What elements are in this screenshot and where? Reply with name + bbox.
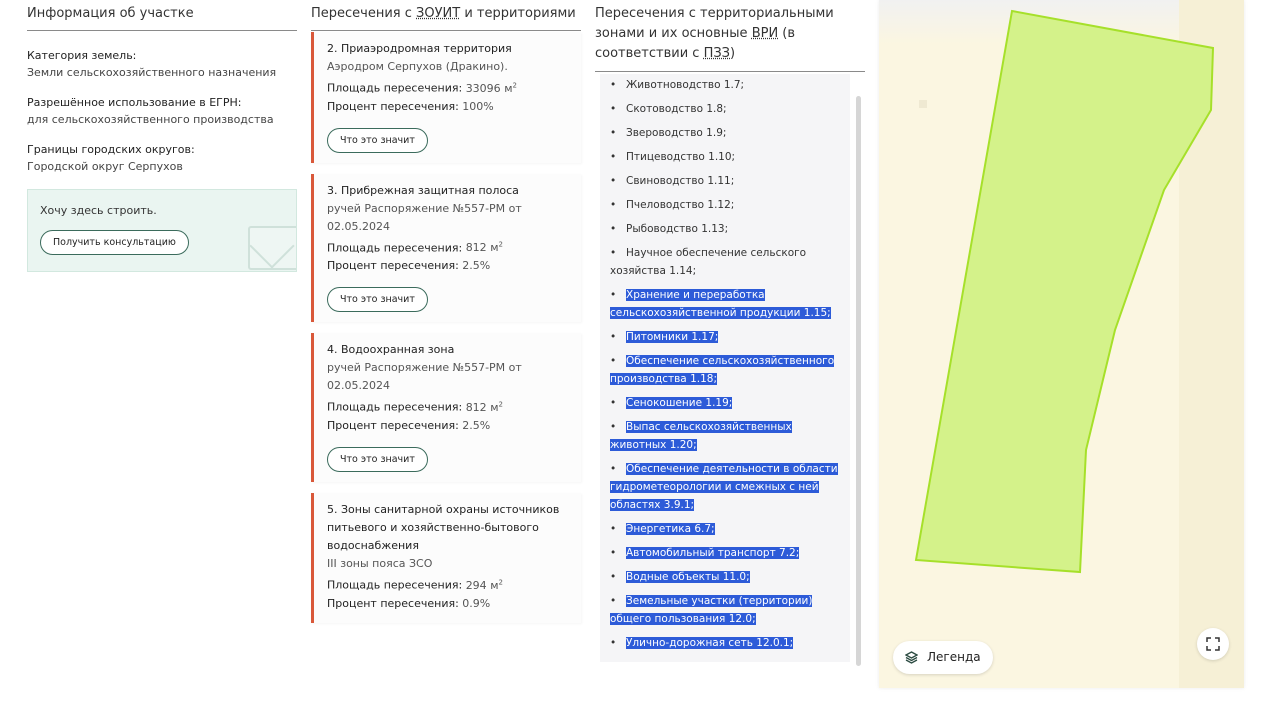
pzz-abbr[interactable]: ПЗЗ	[703, 46, 731, 61]
bullet: •	[610, 523, 617, 535]
area-unit: м	[490, 578, 499, 592]
percent-value: 100%	[462, 99, 494, 113]
legend-button[interactable]	[893, 641, 993, 674]
vri-item-text: Обеспечение деятельности в области гидрометеорологии и смежных с ней областях 3.9.1;	[610, 463, 838, 511]
vri-item-text: Земельные участки (территории) общего пользования 12.0;	[610, 595, 813, 625]
vri-list-item	[610, 286, 844, 322]
area-label: Площадь пересечения:	[327, 578, 463, 592]
fullscreen-button[interactable]	[1197, 628, 1229, 660]
area-label: Площадь пересечения:	[327, 241, 463, 255]
area-unit: м	[490, 400, 499, 414]
area-unit-sup: 2	[498, 577, 503, 586]
area-value: 812	[465, 241, 487, 255]
vri-list-item	[610, 520, 844, 538]
vri-list	[600, 74, 850, 652]
vri-list-item	[610, 172, 844, 190]
bullet: •	[610, 247, 617, 259]
vri-item-text: Энергетика 6.7;	[626, 523, 715, 535]
area-unit-sup: 2	[512, 81, 517, 89]
zones-header	[595, 0, 865, 72]
vri-list-item	[610, 352, 844, 388]
bullet: •	[610, 103, 617, 115]
vri-item-text: Водные объекты 11.0;	[626, 571, 750, 583]
intersections-panel	[311, 0, 581, 634]
card-title: 4. Водоохранная зона	[327, 343, 455, 357]
map-road-block	[919, 100, 927, 108]
vri-item-text: Хранение и переработка сельскохозяйственной продукции 1.15;	[610, 289, 831, 319]
intersections-header	[311, 0, 581, 31]
intersection-cards	[311, 32, 581, 623]
area-unit-sup: 2	[498, 400, 503, 409]
city-district-block	[27, 141, 297, 175]
legend-label: Легенда	[927, 650, 981, 664]
bullet: •	[610, 397, 617, 409]
vri-list-item	[610, 568, 844, 586]
intersection-card	[311, 493, 581, 623]
vri-list-container[interactable]	[600, 74, 850, 662]
percent-value: 2.5%	[462, 418, 491, 432]
map-view[interactable]	[879, 0, 1244, 688]
vri-list-item	[610, 76, 844, 94]
vri-item-text: Пчеловодство 1.12;	[626, 199, 735, 211]
card-percent	[327, 595, 567, 613]
zones-header-mid: (в соответствии с	[595, 26, 796, 61]
vri-list-item	[610, 460, 844, 514]
bullet: •	[610, 151, 617, 163]
percent-value: 2.5%	[462, 259, 491, 273]
vri-list-item	[610, 100, 844, 118]
card-percent	[327, 257, 567, 275]
card-percent	[327, 98, 567, 116]
area-value: 33096	[465, 81, 501, 95]
card-title: 2. Приаэродромная территория	[327, 42, 512, 55]
vri-item-text: Птицеводство 1.10;	[626, 151, 736, 163]
vri-item-text: Скотоводство 1.8;	[626, 103, 727, 115]
vri-item-text: Животноводство 1.7;	[626, 79, 745, 91]
vri-list-item	[610, 220, 844, 238]
bullet: •	[610, 463, 617, 475]
vri-abbr[interactable]: ВРИ	[751, 26, 779, 41]
vri-list-item	[610, 124, 844, 142]
area-value: 812	[465, 400, 487, 414]
intersections-header-pre: Пересечения с	[311, 6, 417, 21]
bullet: •	[610, 175, 617, 187]
intersection-card	[311, 32, 581, 163]
permitted-use-value: для сельскохозяйственного производства	[27, 113, 274, 126]
percent-label: Процент пересечения:	[327, 418, 459, 432]
envelope-icon	[248, 226, 297, 270]
intersections-header-post: и территориями	[460, 6, 576, 21]
bullet: •	[610, 637, 617, 649]
bullet: •	[610, 595, 617, 607]
layers-icon	[905, 651, 918, 664]
vri-item-text: Автомобильный транспорт 7.2;	[626, 547, 800, 559]
percent-label: Процент пересечения:	[327, 596, 459, 610]
vri-item-text: Сенокошение 1.19;	[626, 397, 733, 409]
vri-item-text: Научное обеспечение сельского хозяйства 1.14;	[610, 247, 807, 277]
bullet: •	[610, 547, 617, 559]
vri-item-text: Улично-дорожная сеть 12.0.1;	[626, 637, 794, 649]
intersection-card	[311, 333, 581, 482]
get-consultation-button[interactable]: Получить консультацию	[40, 230, 189, 255]
zouit-abbr[interactable]: ЗОУИТ	[416, 6, 461, 21]
bullet: •	[610, 355, 617, 367]
vri-list-item	[610, 244, 844, 280]
map-canvas	[879, 0, 1244, 688]
percent-value: 0.9%	[462, 596, 491, 610]
build-here-box	[27, 189, 297, 272]
bullet: •	[610, 331, 617, 343]
card-title: 5. Зоны санитарной охраны источников питьевого и хозяйственно-бытового водоснабжения	[327, 502, 560, 552]
bullet: •	[610, 127, 617, 139]
card-area	[327, 236, 567, 258]
bullet: •	[610, 421, 617, 433]
land-plot-polygon[interactable]	[916, 11, 1213, 572]
percent-label: Процент пересечения:	[327, 99, 459, 113]
intersection-card	[311, 174, 581, 323]
land-category-label: Категория земель:	[27, 49, 137, 62]
area-value: 294	[465, 578, 487, 592]
card-subtitle: Аэродром Серпухов (Дракино).	[327, 60, 508, 73]
vri-item-text: Обеспечение сельскохозяйственного производства 1.18;	[610, 355, 835, 385]
bullet: •	[610, 199, 617, 211]
what-it-means-button[interactable]: Что это значит	[327, 287, 428, 312]
bullet: •	[610, 289, 617, 301]
percent-label: Процент пересечения:	[327, 259, 459, 273]
vri-item-text: Звероводство 1.9;	[626, 127, 727, 139]
card-title: 3. Прибрежная защитная полоса	[327, 183, 519, 197]
build-here-text: Хочу здесь строить.	[40, 204, 157, 217]
vri-list-item	[610, 196, 844, 214]
card-subtitle: ручей Распоряжение №557-РМ от 02.05.2024	[327, 201, 522, 233]
area-unit: м	[504, 81, 513, 95]
card-subtitle: ручей Распоряжение №557-РМ от 02.05.2024	[327, 361, 522, 393]
area-label: Площадь пересечения:	[327, 81, 463, 95]
city-district-value: Городской округ Серпухов	[27, 160, 183, 173]
vri-list-item	[610, 394, 844, 412]
bullet: •	[610, 223, 617, 235]
vri-list-item	[610, 634, 844, 652]
what-it-means-button[interactable]: Что это значит	[327, 447, 428, 472]
zones-header-pre: Пересечения с территориальными зонами и их основные	[595, 6, 834, 41]
vri-list-item	[610, 328, 844, 346]
vri-item-text: Свиноводство 1.11;	[626, 175, 735, 187]
card-percent	[327, 417, 567, 435]
plot-info-header: Информация об участке	[27, 0, 297, 31]
card-area	[327, 573, 567, 595]
vri-list-item	[610, 148, 844, 166]
land-category-block	[27, 47, 297, 81]
city-district-label: Границы городских округов:	[27, 143, 195, 156]
what-it-means-button[interactable]: Что это значит	[327, 128, 428, 153]
card-area	[327, 395, 567, 417]
vri-item-text: Питомники 1.17;	[626, 331, 719, 343]
vri-item-text: Рыбоводство 1.13;	[626, 223, 729, 235]
zones-panel	[595, 0, 865, 72]
area-label: Площадь пересечения:	[327, 400, 463, 414]
vri-item-text: Выпас сельскохозяйственных животных 1.20;	[610, 421, 792, 451]
permitted-use-block	[27, 94, 297, 128]
vri-list-scrollbar[interactable]	[856, 96, 861, 666]
plot-info-panel	[27, 0, 297, 272]
land-category-value: Земли сельскохозяйственного назначения	[27, 66, 277, 79]
area-unit: м	[490, 241, 499, 255]
area-unit-sup: 2	[498, 240, 503, 249]
vri-list-item	[610, 544, 844, 562]
card-subtitle: III зоны пояса ЗСО	[327, 556, 433, 570]
fullscreen-icon	[1206, 637, 1220, 651]
bullet: •	[610, 79, 617, 91]
zones-header-post: )	[730, 46, 736, 61]
card-area	[327, 76, 567, 98]
vri-list-item	[610, 418, 844, 454]
vri-list-item	[610, 592, 844, 628]
permitted-use-label: Разрешённое использование в ЕГРН:	[27, 96, 242, 109]
bullet: •	[610, 571, 617, 583]
